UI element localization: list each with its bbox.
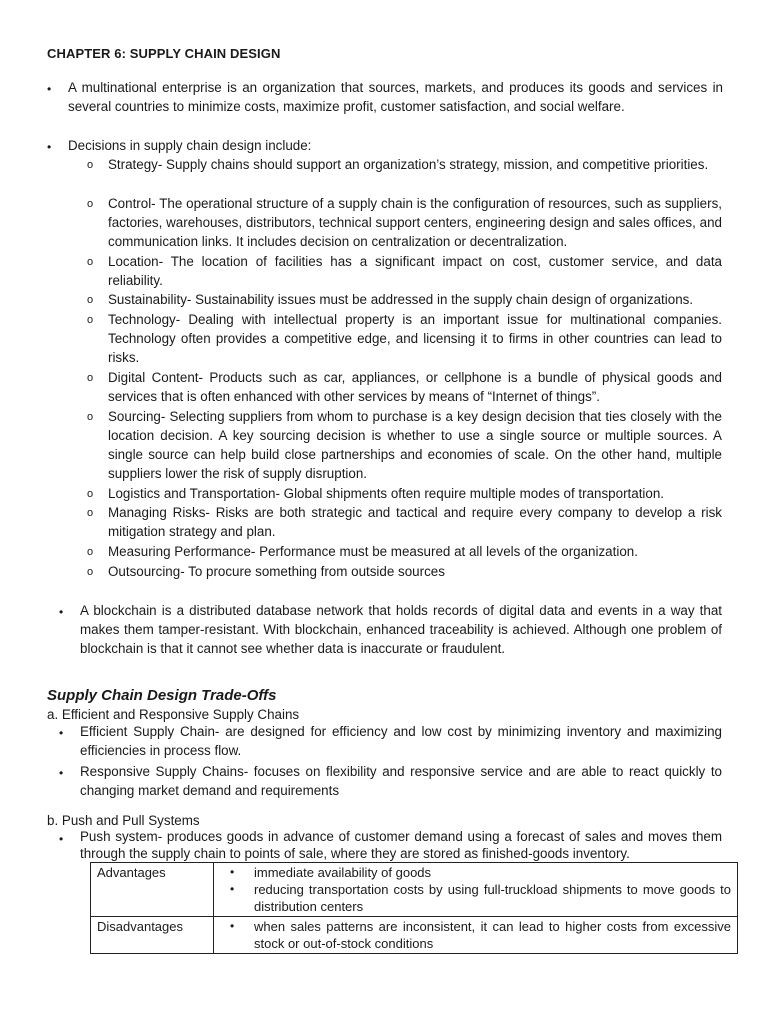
bullet-glyph: • bbox=[59, 766, 64, 780]
chapter-title: CHAPTER 6: SUPPLY CHAIN DESIGN bbox=[47, 46, 281, 61]
advantage-text: reducing transportation costs by using full-truckload shipments to move goods to distribution centers bbox=[254, 882, 731, 914]
bullet-glyph: • bbox=[59, 726, 64, 740]
decision-digital-content: Digital Content- Products such as car, appliances, or cellphone is a bundle of physical goods and services that is often enhanced with other services by means of “Internet of things”. bbox=[108, 370, 722, 404]
bullet-glyph: • bbox=[47, 140, 52, 154]
decision-sustainability: Sustainability- Sustainability issues must be addressed in the supply chain design of organizations. bbox=[108, 292, 694, 307]
sub-bullet-glyph: o bbox=[87, 566, 94, 578]
advantage-text: immediate availability of goods bbox=[254, 865, 432, 880]
bullet-glyph: • bbox=[47, 82, 52, 96]
bullet-glyph: • bbox=[59, 832, 64, 846]
tradeoffs-heading: Supply Chain Design Trade-Offs bbox=[47, 687, 277, 704]
decision-measuring-performance: Measuring Performance- Performance must be measured at all levels of the organization. bbox=[108, 544, 638, 559]
list-item bbox=[220, 864, 731, 881]
bullet-glyph: • bbox=[230, 865, 235, 879]
push-system-table bbox=[90, 862, 738, 954]
section-b-label: b. Push and Pull Systems bbox=[47, 813, 200, 828]
section-a-label: a. Efficient and Responsive Supply Chains bbox=[47, 707, 300, 722]
disadvantages-label: Disadvantages bbox=[91, 917, 214, 954]
responsive-supply-chain: Responsive Supply Chains- focuses on flexibility and responsive service and are able to react quickly to changing market demand and requirements bbox=[80, 764, 722, 798]
efficient-supply-chain: Efficient Supply Chain- are designed for efficiency and low cost by minimizing inventory and maximizing efficiencies in process flow. bbox=[80, 724, 722, 758]
decision-sourcing: Sourcing- Selecting suppliers from whom to purchase is a key design decision that ties closely with the location decision. A key sourcing decision is whether to use a single source or multiple sources. A single source can help build close partnerships and economies of scale. On the other hand, multiple suppliers lower the risk of supply disruption. bbox=[108, 409, 722, 481]
push-system: Push system- produces goods in advance of customer demand using a forecast of sales and moves them through the supply chain to points of sale, where they are stored as finished-goods inventory. bbox=[80, 829, 722, 861]
decision-outsourcing: Outsourcing- To procure something from outside sources bbox=[108, 564, 445, 579]
table-row-advantages bbox=[91, 863, 738, 917]
decision-control: Control- The operational structure of a supply chain is the configuration of resources, such as suppliers, factories, warehouses, distributors, technical support centers, engineering design and sales offices, and communication links. It includes decision on centralization or decentralization. bbox=[108, 196, 722, 249]
sub-bullet-glyph: o bbox=[87, 507, 94, 519]
advantages-label: Advantages bbox=[91, 863, 214, 917]
list-item bbox=[220, 881, 731, 915]
decision-strategy: Strategy- Supply chains should support an organization’s strategy, mission, and competitive priorities. bbox=[108, 157, 709, 172]
blockchain-paragraph: A blockchain is a distributed database network that holds records of digital data and events in a way that makes them tamper-resistant. With blockchain, enhanced traceability is achieved. Although one problem of blockchain is that it cannot see whether data is inaccurate or fraudulent. bbox=[80, 603, 722, 656]
decision-managing-risks: Managing Risks- Risks are both strategic and tactical and require every company to develop a risk mitigation strategy and plan. bbox=[108, 505, 722, 539]
intro-multinational: A multinational enterprise is an organization that sources, markets, and produces its goods and services in several countries to minimize costs, maximize profit, customer satisfaction, and social welfare. bbox=[68, 80, 723, 114]
sub-bullet-glyph: o bbox=[87, 411, 94, 423]
decision-logistics: Logistics and Transportation- Global shipments often require multiple modes of transportation. bbox=[108, 486, 665, 501]
sub-bullet-glyph: o bbox=[87, 198, 94, 210]
table-row-disadvantages bbox=[91, 917, 738, 954]
sub-bullet-glyph: o bbox=[87, 314, 94, 326]
sub-bullet-glyph: o bbox=[87, 546, 94, 558]
bullet-glyph: • bbox=[230, 919, 235, 933]
sub-bullet-glyph: o bbox=[87, 372, 94, 384]
bullet-glyph: • bbox=[230, 882, 235, 896]
bullet-glyph: • bbox=[59, 605, 64, 619]
sub-bullet-glyph: o bbox=[87, 256, 94, 268]
disadvantages-cell bbox=[214, 917, 738, 954]
decision-location: Location- The location of facilities has a significant impact on cost, customer service, and data reliability. bbox=[108, 254, 722, 288]
sub-bullet-glyph: o bbox=[87, 294, 94, 306]
decision-technology: Technology- Dealing with intellectual property is an important issue for multinational companies. Technology often provides a competitive edge, and licensing it to firms in other countries can lead to risks. bbox=[108, 312, 722, 365]
advantages-cell bbox=[214, 863, 738, 917]
disadvantage-text: when sales patterns are inconsistent, it can lead to higher costs from excessive stock or out-of-stock conditions bbox=[254, 919, 731, 951]
sub-bullet-glyph: o bbox=[87, 159, 94, 171]
intro-decisions: Decisions in supply chain design include: bbox=[68, 138, 312, 153]
sub-bullet-glyph: o bbox=[87, 488, 94, 500]
list-item bbox=[220, 918, 731, 952]
